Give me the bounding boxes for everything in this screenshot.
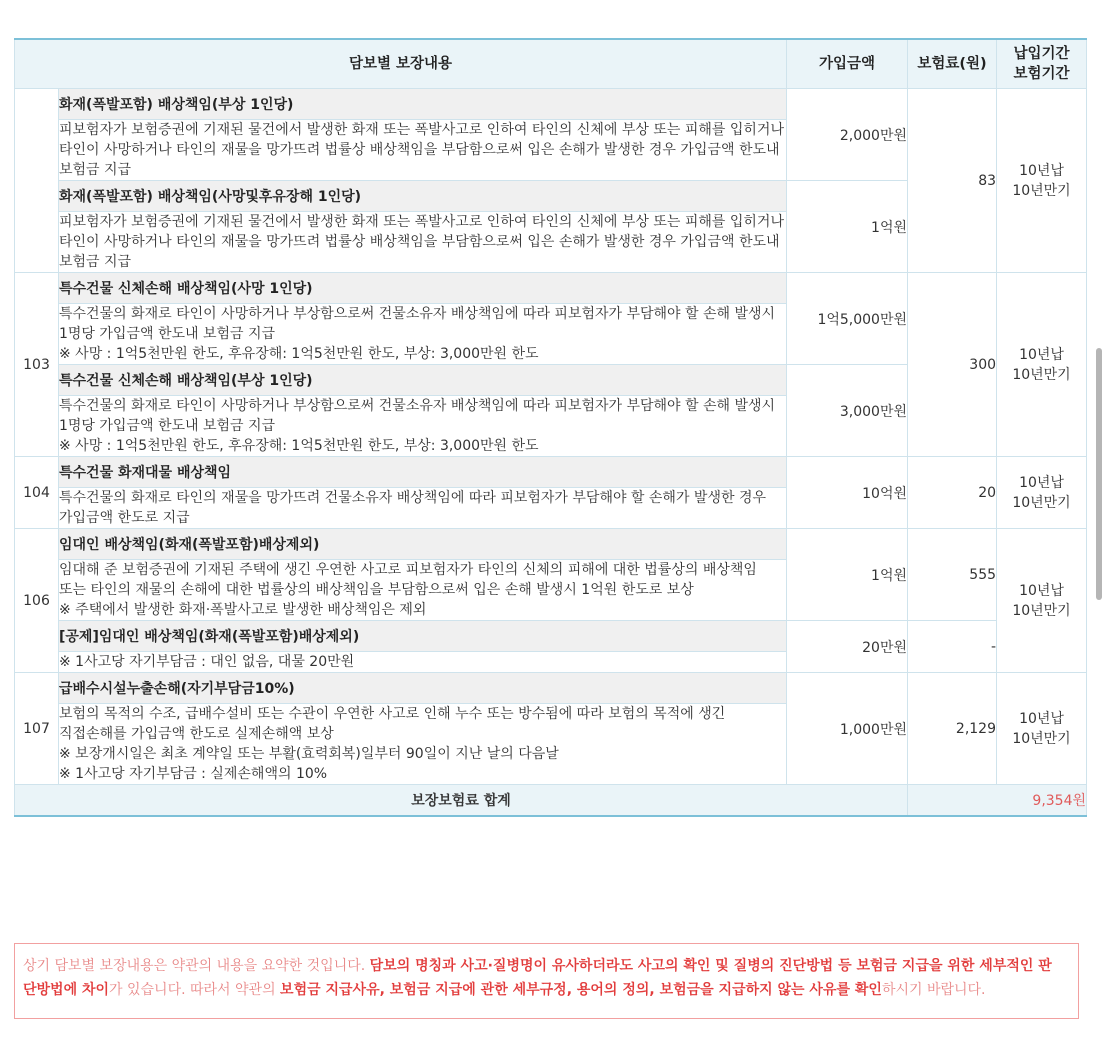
notice-emphasis: 보험금 지급사유, 보험금 지급에 관한 세부규정, 용어의 정의, 보험금을 지급하지 않는 사유를 확인 bbox=[280, 982, 882, 998]
description-note: ※ 1사고당 자기부담금 : 대인 없음, 대물 20만원 bbox=[59, 654, 355, 670]
coverage-description bbox=[59, 560, 787, 621]
table-row bbox=[15, 273, 1087, 304]
coverage-table bbox=[14, 38, 1087, 817]
coverage-number: 106 bbox=[15, 529, 59, 673]
coverage-description bbox=[59, 212, 787, 273]
description-line: 보험의 목적의 수조, 급배수설비 또는 수관이 우연한 사고로 인해 누수 또는 방수됨에 따라 보험의 목적에 생긴 직접손해를 가입금액 한도로 실제손해액 보상 bbox=[59, 706, 726, 742]
total-amount: 9,354원 bbox=[908, 785, 1087, 817]
coverage-premium: 83 bbox=[908, 89, 997, 273]
coverage-amount: 1억5,000만원 bbox=[787, 273, 908, 365]
coverage-amount: 1,000만원 bbox=[787, 673, 908, 785]
coverage-title: 임대인 배상책임(화재(폭발포함)배상제외) bbox=[59, 529, 787, 560]
coverage-number: 104 bbox=[15, 457, 59, 529]
description-note: ※ 사망 : 1억5천만원 한도, 후유장해: 1억5천만원 한도, 부상: 3,000만원 한도 bbox=[59, 438, 539, 454]
description-line: 피보험자가 보험증권에 기재된 물건에서 발생한 화재 또는 폭발사고로 인하여 타인의 신체에 부상 또는 피해를 입히거나 타인이 사망하거나 타인의 재물을 망가뜨려 법률상 배상책임을 부담함으로써 입은 손해가 발생한 경우 가입금액 한도내 보험금 지급 bbox=[59, 122, 784, 178]
coverage-term bbox=[997, 673, 1087, 785]
description-line: 임대해 준 보험증권에 기재된 주택에 생긴 우연한 사고로 피보험자가 타인의 신체의 피해에 대한 법률상의 배상책임 또는 타인의 재물의 손해에 대한 법률상의 배상책임을 부담함으로써 입은 손해 발생시 1억원 한도로 보상 bbox=[59, 562, 757, 598]
coverage-description bbox=[59, 120, 787, 181]
insurance-period: 10년만기 bbox=[1012, 602, 1071, 619]
coverage-amount: 1억원 bbox=[787, 529, 908, 621]
table-row bbox=[15, 529, 1087, 560]
notice-text: 상기 담보별 보장내용은 약관의 내용을 요약한 것입니다. bbox=[23, 958, 370, 974]
coverage-term bbox=[997, 273, 1087, 457]
coverage-description bbox=[59, 396, 787, 457]
coverage-term bbox=[997, 457, 1087, 529]
payment-period: 10년납 bbox=[1019, 162, 1064, 179]
coverage-term bbox=[997, 529, 1087, 673]
header-coverage: 담보별 보장내용 bbox=[15, 39, 787, 89]
description-note: ※ 1사고당 자기부담금 : 실제손해액의 10% bbox=[59, 766, 328, 782]
notice-text: 하시기 바랍니다. bbox=[881, 982, 986, 998]
coverage-title: 특수건물 신체손해 배상책임(사망 1인당) bbox=[59, 273, 787, 304]
insurance-period: 10년만기 bbox=[1012, 730, 1071, 747]
coverage-number: 103 bbox=[15, 273, 59, 457]
payment-period: 10년납 bbox=[1019, 474, 1064, 491]
coverage-premium: - bbox=[908, 621, 997, 673]
vertical-scrollbar[interactable] bbox=[1096, 348, 1102, 600]
coverage-term bbox=[997, 89, 1087, 273]
coverage-description bbox=[59, 652, 787, 673]
description-note: ※ 보장개시일은 최초 계약일 또는 부활(효력회복)일부터 90일이 지난 날의 다음날 bbox=[59, 746, 559, 762]
coverage-premium: 300 bbox=[908, 273, 997, 457]
coverage-number bbox=[15, 89, 59, 273]
header-term-line2: 보험기간 bbox=[1013, 66, 1070, 82]
total-label: 보장보험료 합계 bbox=[15, 785, 908, 817]
payment-period: 10년납 bbox=[1019, 710, 1064, 727]
table-row bbox=[15, 621, 1087, 652]
total-row bbox=[15, 785, 1087, 817]
table-row bbox=[15, 89, 1087, 120]
coverage-title: 특수건물 신체손해 배상책임(부상 1인당) bbox=[59, 365, 787, 396]
header-amount: 가입금액 bbox=[787, 39, 908, 89]
table-header-row bbox=[15, 39, 1087, 89]
description-line: 특수건물의 화재로 타인의 재물을 망가뜨려 건물소유자 배상책임에 따라 피보험자가 부담해야 할 손해가 발생한 경우 가입금액 한도로 지급 bbox=[59, 490, 767, 526]
coverage-premium: 2,129 bbox=[908, 673, 997, 785]
coverage-title: 화재(폭발포함) 배상책임(사망및후유장해 1인당) bbox=[59, 181, 787, 212]
insurance-period: 10년만기 bbox=[1012, 182, 1071, 199]
notice-text: 가 있습니다. 따라서 약관의 bbox=[109, 982, 281, 998]
coverage-amount: 20만원 bbox=[787, 621, 908, 673]
coverage-amount: 10억원 bbox=[787, 457, 908, 529]
coverage-number: 107 bbox=[15, 673, 59, 785]
header-term bbox=[997, 39, 1087, 89]
coverage-title: [공제]임대인 배상책임(화재(폭발포함)배상제외) bbox=[59, 621, 787, 652]
coverage-title: 급배수시설누출손해(자기부담금10%) bbox=[59, 673, 787, 704]
disclaimer-notice bbox=[14, 943, 1079, 1019]
header-term-line1: 납입기간 bbox=[1013, 46, 1070, 62]
payment-period: 10년납 bbox=[1019, 582, 1064, 599]
coverage-title: 화재(폭발포함) 배상책임(부상 1인당) bbox=[59, 89, 787, 120]
description-note: ※ 사망 : 1억5천만원 한도, 후유장해: 1억5천만원 한도, 부상: 3,000만원 한도 bbox=[59, 346, 539, 362]
header-premium: 보험료(원) bbox=[908, 39, 997, 89]
table-row bbox=[15, 673, 1087, 704]
notice-emphasis: 담보의 명칭과 사고·질병명이 유사하더라도 사고의 확인 및 질병의 진단방법 등 보험금 지급을 위한 세부적인 판단방법에 차이 bbox=[23, 958, 1052, 998]
coverage-title: 특수건물 화재대물 배상책임 bbox=[59, 457, 787, 488]
description-note: ※ 주택에서 발생한 화재·폭발사고로 발생한 배상책임은 제외 bbox=[59, 602, 427, 618]
coverage-description bbox=[59, 704, 787, 785]
description-line: 피보험자가 보험증권에 기재된 물건에서 발생한 화재 또는 폭발사고로 인하여 타인의 신체에 부상 또는 피해를 입히거나 타인이 사망하거나 타인의 재물을 망가뜨려 법률상 배상책임을 부담함으로써 입은 손해가 발생한 경우 가입금액 한도내 보험금 지급 bbox=[59, 214, 784, 270]
table-row bbox=[15, 457, 1087, 488]
insurance-period: 10년만기 bbox=[1012, 366, 1071, 383]
coverage-premium: 555 bbox=[908, 529, 997, 621]
description-line: 특수건물의 화재로 타인이 사망하거나 부상함으로써 건물소유자 배상책임에 따라 피보험자가 부담해야 할 손해 발생시 1명당 가입금액 한도내 보험금 지급 bbox=[59, 398, 776, 434]
coverage-description bbox=[59, 488, 787, 529]
coverage-amount: 1억원 bbox=[787, 181, 908, 273]
coverage-amount: 3,000만원 bbox=[787, 365, 908, 457]
coverage-premium: 20 bbox=[908, 457, 997, 529]
insurance-period: 10년만기 bbox=[1012, 494, 1071, 511]
payment-period: 10년납 bbox=[1019, 346, 1064, 363]
coverage-description bbox=[59, 304, 787, 365]
coverage-amount: 2,000만원 bbox=[787, 89, 908, 181]
description-line: 특수건물의 화재로 타인이 사망하거나 부상함으로써 건물소유자 배상책임에 따라 피보험자가 부담해야 할 손해 발생시 1명당 가입금액 한도내 보험금 지급 bbox=[59, 306, 776, 342]
